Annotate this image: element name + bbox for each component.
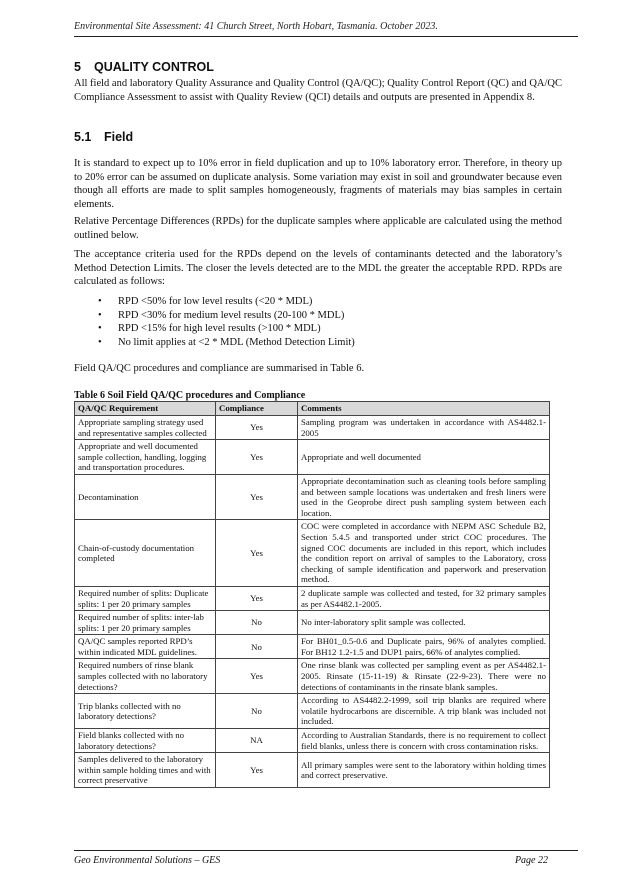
paragraph-rpd: Relative Percentage Differences (RPDs) for the duplicate samples where applicable are calculated using the method outlined below. [74, 216, 562, 241]
requirement-cell: Appropriate and well documented sample collection, handling, logging and transportation procedures. [75, 440, 216, 475]
footer-rule [74, 850, 578, 851]
list-item: • RPD <30% for medium level results (20-100 * MDL) [74, 309, 355, 323]
subsection-number: 5.1 [74, 130, 92, 144]
section-number: 5 [74, 60, 81, 74]
table-row [75, 694, 550, 729]
compliance-cell: Yes [216, 659, 298, 694]
requirement-cell: Trip blanks collected with no laboratory detections? [75, 694, 216, 729]
column-header: QA/QC Requirement [75, 402, 216, 416]
table-row [75, 611, 550, 635]
requirement-cell: Appropriate sampling strategy used and representative samples collected [75, 416, 216, 440]
list-item: • RPD <15% for high level results (>100 * MDL) [74, 322, 355, 336]
qaqc-table [74, 401, 550, 788]
comments-cell: One rinse blank was collected per sampling event as per AS4482.1-2005. Rinsate (15-11-19) & Rinsate (22-9-23). There were no detections of contaminants in the rinsate blank samples. [298, 659, 550, 694]
rpd-bullet-list [74, 295, 355, 349]
compliance-cell: Yes [216, 753, 298, 788]
table-row [75, 474, 550, 519]
comments-cell: For BH01_0.5-0.6 and Duplicate pairs, 96% of analytes complied. For BH12 1.2-1.5 and DUP1 pairs, 66% of analytes complied. [298, 635, 550, 659]
section-title: QUALITY CONTROL [94, 60, 214, 74]
comments-cell: No inter-laboratory split sample was collected. [298, 611, 550, 635]
compliance-cell: No [216, 611, 298, 635]
paragraph-summary: Field QA/QC procedures and compliance are summarised in Table 6. [74, 363, 365, 374]
compliance-cell: Yes [216, 520, 298, 587]
paragraph-error: It is standard to expect up to 10% error in field duplication and up to 10% laboratory error. Therefore, in theory up to 20% error can be assumed on duplicate analysis. Some variation may exist in soil and groundwater because even though all efforts are made to split samples homogeneously, fragments of materials may bias samples in certain elements. [74, 158, 562, 210]
compliance-cell: Yes [216, 474, 298, 519]
compliance-cell: Yes [216, 440, 298, 475]
compliance-cell: No [216, 694, 298, 729]
list-item: • No limit applies at <2 * MDL (Method Detection Limit) [74, 336, 355, 350]
comments-cell: According to AS4482.2-1999, soil trip blanks are required where volatile hydrocarbons are discernible. A trip blank was included not included. [298, 694, 550, 729]
requirement-cell: Samples delivered to the laboratory within sample holding times and with correct preservative [75, 753, 216, 788]
requirement-cell: Required numbers of rinse blank samples collected with no laboratory detections? [75, 659, 216, 694]
table-row [75, 635, 550, 659]
table-row [75, 520, 550, 587]
comments-cell: Appropriate decontamination such as cleaning tools before sampling and between sample locations was undertaken and fresh liners were used in the Geoprobe direct push sampling system between each location. [298, 474, 550, 519]
subsection-heading [74, 130, 133, 144]
compliance-cell: No [216, 635, 298, 659]
column-header: Compliance [216, 402, 298, 416]
table-row [75, 416, 550, 440]
paragraph-acceptance: The acceptance criteria used for the RPDs depend on the levels of contaminants detected and the laboratory’s Method Detection Limits. The closer the levels detected are to the MDL the greater the acceptable RPD. RPDs are calculated as follows: [74, 249, 562, 287]
table-row [75, 586, 550, 610]
list-item: • RPD <50% for low level results (<20 * MDL) [74, 295, 355, 309]
comments-cell: Appropriate and well documented [298, 440, 550, 475]
requirement-cell: Required number of splits: Duplicate splits: 1 per 20 primary samples [75, 586, 216, 610]
header-rule [74, 36, 578, 37]
section-heading [74, 60, 214, 74]
running-footer: Geo Environmental Solutions – GES [74, 855, 221, 866]
column-header: Comments [298, 402, 550, 416]
table-row [75, 440, 550, 475]
running-header: Environmental Site Assessment: 41 Church Street, North Hobart, Tasmania. October 2023. [74, 21, 438, 32]
comments-cell: According to Australian Standards, there is no requirement to collect field blanks, unless there is concern with cross contamination risks. [298, 729, 550, 753]
table-row [75, 753, 550, 788]
comments-cell: COC were completed in accordance with NEPM ASC Schedule B2, Section 5.4.5 and transported under strict COC procedures. The signed COC documents are included in this report, which includes the condition report on arrival of samples to the Laboratory, cross checking of sample identification and paperwork and preservation method. [298, 520, 550, 587]
requirement-cell: Decontamination [75, 474, 216, 519]
page-number: Page 22 [514, 855, 548, 866]
compliance-cell: NA [216, 729, 298, 753]
comments-cell: 2 duplicate sample was collected and tested, for 32 primary samples as per AS4482.1-2005. [298, 586, 550, 610]
table-caption: Table 6 Soil Field QA/QC procedures and Compliance [74, 390, 306, 401]
table-row [75, 659, 550, 694]
table-row [75, 729, 550, 753]
compliance-cell: Yes [216, 416, 298, 440]
comments-cell: Sampling program was undertaken in accordance with AS4482.1-2005 [298, 416, 550, 440]
subsection-title: Field [104, 130, 134, 144]
comments-cell: All primary samples were sent to the laboratory within holding times and correct preservative. [298, 753, 550, 788]
requirement-cell: Chain-of-custody documentation completed [75, 520, 216, 587]
compliance-cell: Yes [216, 586, 298, 610]
section-intro: All field and laboratory Quality Assurance and Quality Control (QA/QC); Quality Control Report (QC) and QA/QC Compliance Assessment to assist with Quality Review (QCI) details and outputs are presented in Appendix 8. [74, 78, 562, 103]
requirement-cell: Required number of splits: inter-lab splits: 1 per 20 primary samples [75, 611, 216, 635]
requirement-cell: QA/QC samples reported RPD’s within indicated MDL guidelines. [75, 635, 216, 659]
table-header-row [75, 402, 550, 416]
requirement-cell: Field blanks collected with no laboratory detections? [75, 729, 216, 753]
